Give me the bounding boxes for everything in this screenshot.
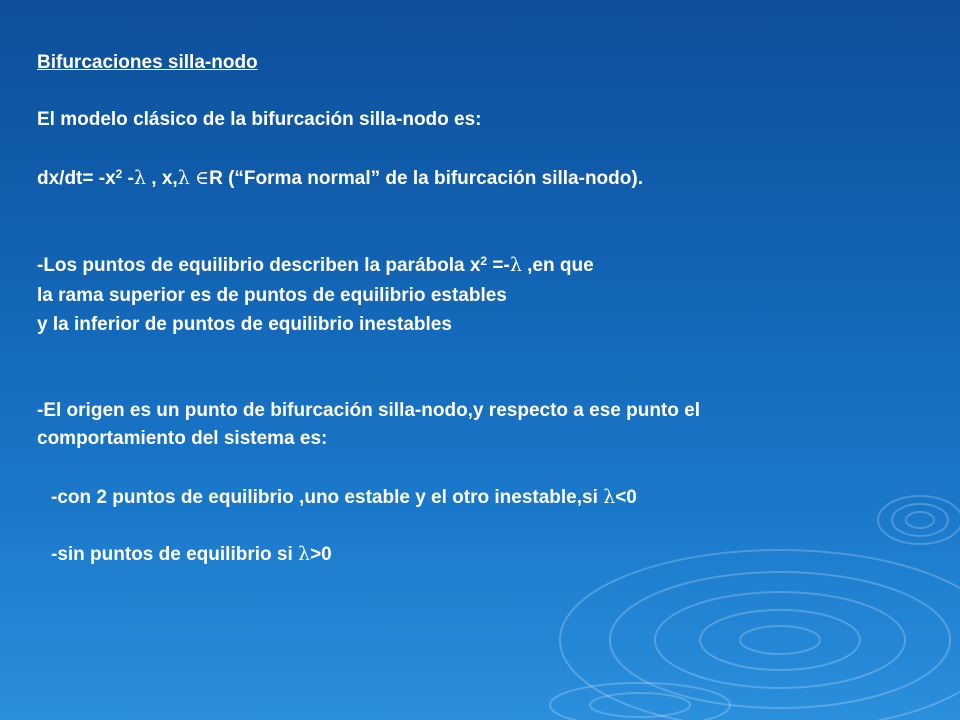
normal-form-equation [37, 166, 643, 191]
intro-text: El modelo clásico de la bifurcación silla-nodo es: [37, 109, 482, 130]
exponent: 2 [115, 167, 123, 181]
case-lambda-positive [51, 542, 332, 567]
element-of-symbol: ∈ [195, 167, 210, 189]
text-part: -Los puntos de equilibrio describen la parábola x [37, 255, 481, 276]
text-part: -con 2 puntos de equilibrio ,uno estable y el otro inestable,si [51, 487, 604, 508]
equation-part: , x, [146, 168, 178, 189]
text-part: <0 [615, 487, 637, 508]
lambda-symbol: λ [603, 486, 616, 508]
equation-part: dx/dt= -x [37, 168, 116, 189]
equation-part: R (“Forma normal” de la bifurcación silla-nodo). [209, 168, 643, 189]
equilibrium-parabola-text [37, 253, 594, 278]
lambda-symbol: λ [133, 167, 146, 189]
origin-text-continued: comportamiento del sistema es: [37, 428, 328, 449]
slide-title: Bifurcaciones silla-nodo [37, 52, 258, 73]
lambda-symbol: λ [298, 543, 311, 565]
lower-branch-text: y la inferior de puntos de equilibrio inestables [37, 314, 452, 335]
text-part: -sin puntos de equilibrio si [51, 544, 299, 565]
lambda-symbol: λ [509, 254, 522, 276]
text-part: >0 [310, 544, 332, 565]
case-lambda-negative [51, 485, 637, 510]
text-part: =- [487, 255, 510, 276]
lambda-symbol: λ [177, 167, 190, 189]
text-part: ,en que [521, 255, 594, 276]
origin-text: -El origen es un punto de bifurcación silla-nodo,y respecto a ese punto el [37, 400, 700, 421]
upper-branch-text: la rama superior es de puntos de equilibrio estables [37, 285, 507, 306]
equation-part: - [122, 168, 134, 189]
exponent: 2 [480, 254, 488, 268]
